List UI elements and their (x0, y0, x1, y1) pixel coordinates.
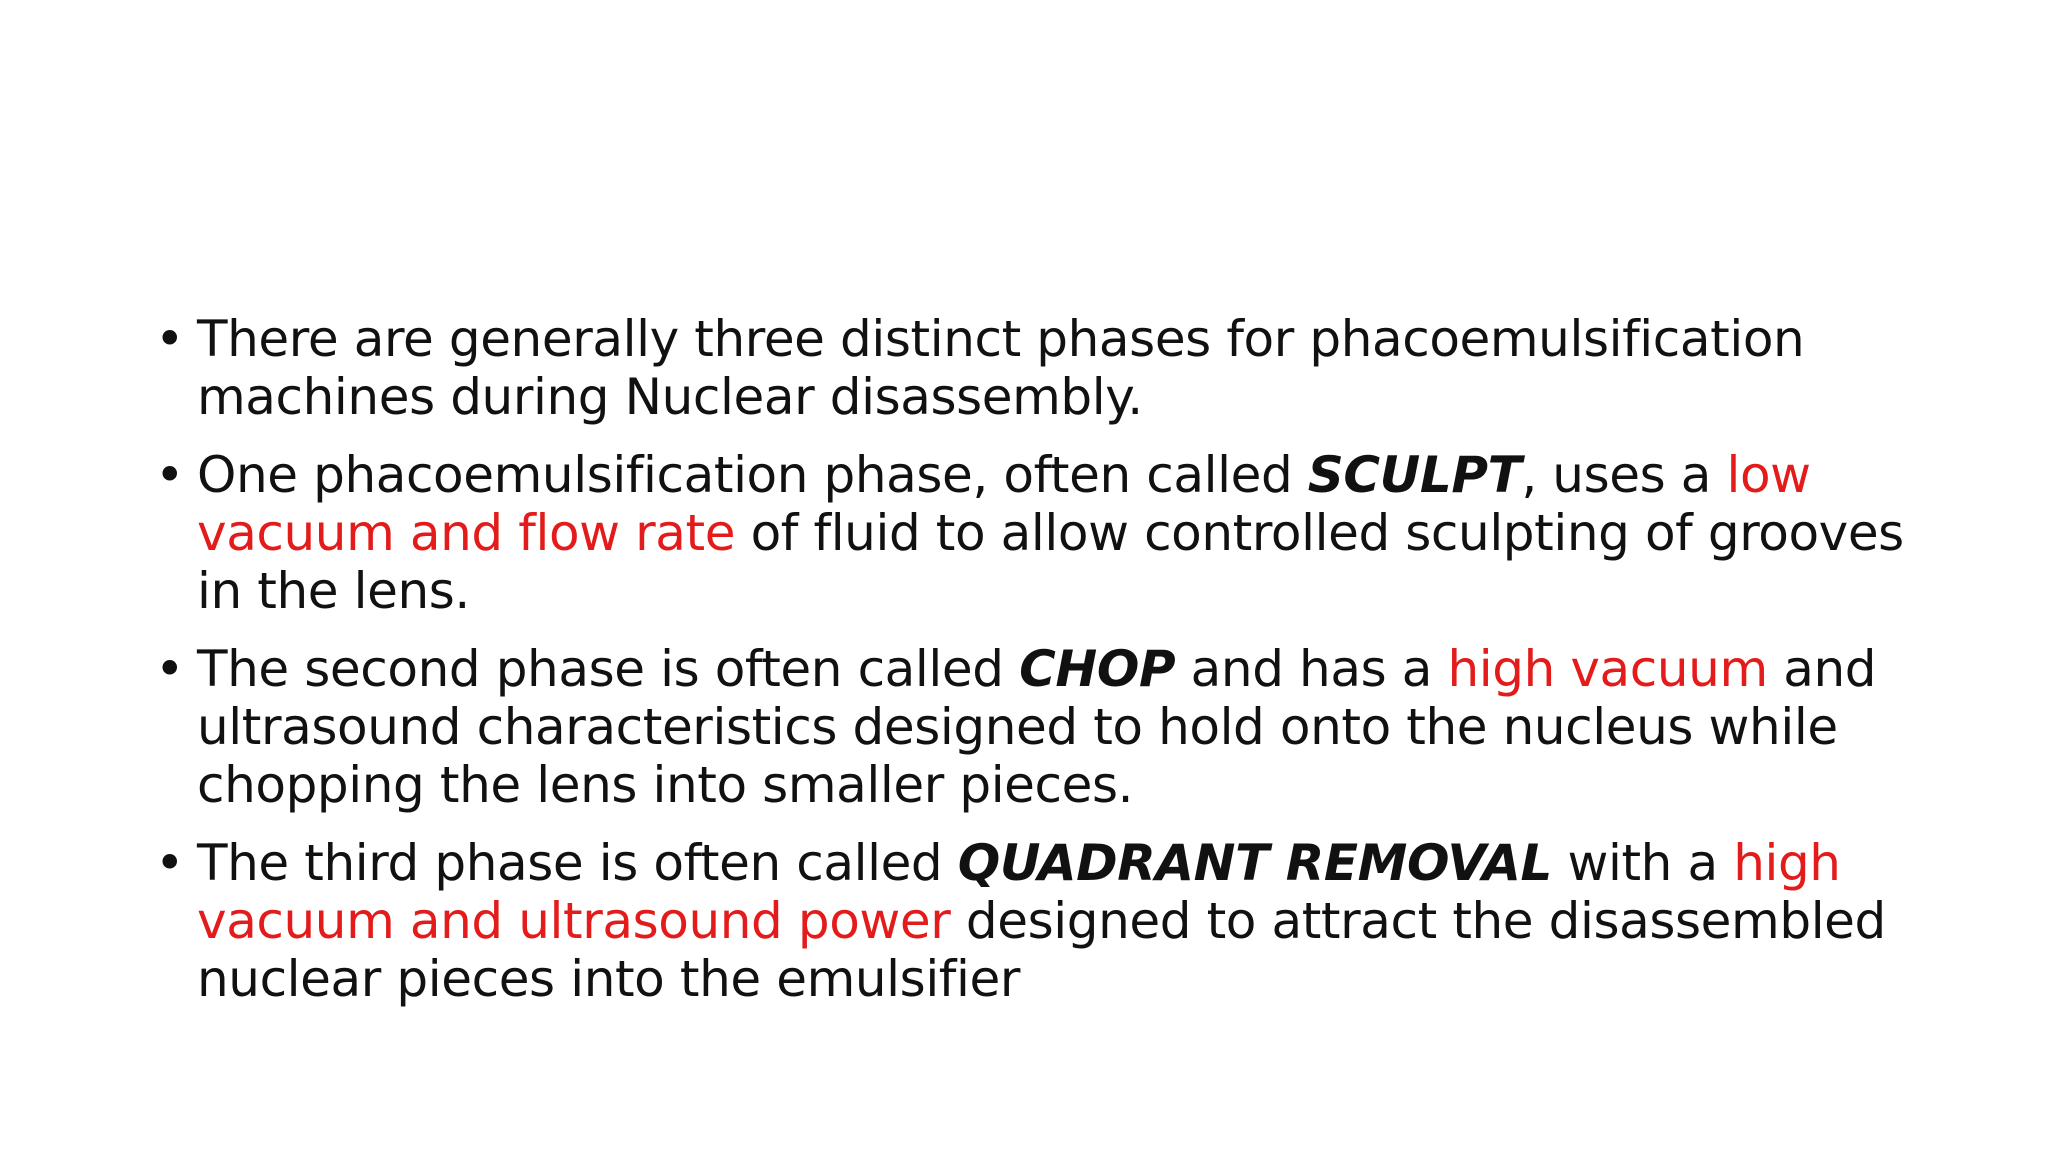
text-segment: , uses a (1521, 446, 1727, 504)
highlight-text: high vacuum and ultrasound power (197, 834, 1841, 950)
text-segment: and ultrasound characteristics designed to hold onto the nucleus while chopping the lens into smaller pieces. (197, 640, 1877, 814)
bullet-list (155, 310, 1915, 1028)
bullet-text (197, 310, 1915, 426)
phase-name-sculpt: SCULPT (1307, 446, 1522, 504)
highlight-text: low vacuum and flow rate (197, 446, 1811, 562)
text-segment: of fluid to allow controlled sculpting of grooves in the lens. (197, 504, 1904, 620)
bullet-dot-icon: • (155, 640, 185, 698)
text-segment: and has a (1175, 640, 1448, 698)
bullet-dot-icon: • (155, 310, 185, 368)
text-segment: There are generally three distinct phases for phacoemulsification machines during Nuclear disassembly. (197, 310, 1805, 426)
text-segment: designed to attract the disassembled nuclear pieces into the emulsifier (197, 892, 1886, 1008)
bullet-dot-icon: • (155, 446, 185, 504)
bullet-item-quadrant-removal (155, 834, 1915, 1008)
bullet-text (197, 640, 1915, 814)
bullet-text (197, 446, 1915, 620)
text-segment: The third phase is often called (197, 834, 958, 892)
text-segment: with a (1551, 834, 1734, 892)
bullet-text (197, 834, 1915, 1008)
bullet-item-phases (155, 310, 1915, 426)
bullet-item-chop (155, 640, 1915, 814)
highlight-text: high vacuum (1447, 640, 1768, 698)
text-segment: The second phase is often called (197, 640, 1020, 698)
bullet-item-sculpt (155, 446, 1915, 620)
phase-name-chop: CHOP (1019, 640, 1176, 698)
text-segment: One phacoemulsification phase, often called (197, 446, 1308, 504)
bullet-dot-icon: • (155, 834, 185, 892)
phase-name-quadrant-removal: QUADRANT REMOVAL (957, 834, 1552, 892)
